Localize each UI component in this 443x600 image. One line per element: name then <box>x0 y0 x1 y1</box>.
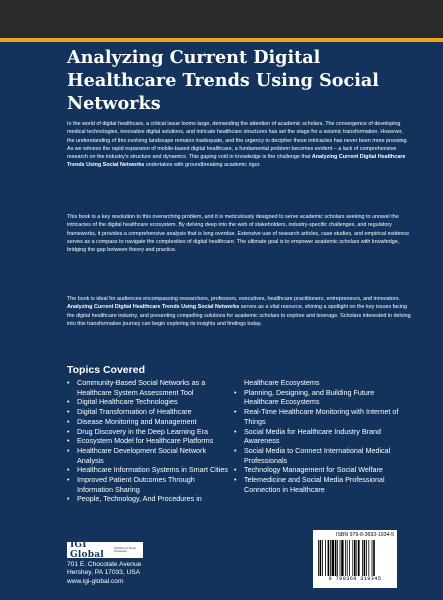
barcode-bar <box>354 540 356 576</box>
description-text: The book is ideal for audiences encompassing researchers, professors, executives, healthcare practitioners, entrepreneurs, and innovators. <box>67 296 400 302</box>
description-paragraph-3 <box>67 295 411 328</box>
barcode-bar <box>332 540 334 576</box>
topic-item: • Drug Discovery in the Deep Learning Era <box>67 427 232 437</box>
topic-item: • Planning, Designing, and Building Future Healthcare Ecosystems <box>234 388 399 407</box>
barcode-bar <box>368 540 369 576</box>
description-text: In the world of digital healthcare, a critical issue looms large, demanding the attention of academic scholars. The convergence of developing medical technologies, innovative digital solutions, and intricate healthcare structures has set the stage for a seismic transformation. However, the understanding of this evolving landscape remains inadequate, and the urgency to decipher these intricacies has never been more pressing. As we witness the rapid expansion of mobile-based digital healthcare, a fundamental problem becomes evident – a lack of comprehensive research on the industry's structure and dynamics. This gaping void in knowledge is the challenge that <box>67 121 409 161</box>
barcode-bar <box>372 540 373 576</box>
publisher-logo <box>67 542 143 558</box>
barcode-bar <box>345 540 346 576</box>
isbn-label: ISBN 979-8-3693-1934-5 <box>336 532 394 538</box>
book-title-emphasis: Analyzing Current Digital Healthcare Trends Using Social Networks <box>67 304 240 311</box>
book-title: Analyzing Current Digital Healthcare Trends Using Social Networks <box>67 47 379 114</box>
publisher-logo-tagline: Publisher of Timely Knowledge <box>114 547 136 553</box>
barcode-bar <box>362 540 363 576</box>
topic-item: Healthcare Ecosystems <box>244 378 320 387</box>
topic-item: • Real-Time Healthcare Monitoring with Internet of Things <box>234 407 399 426</box>
topic-item: • Ecosystem Model for Healthcare Platforms <box>67 436 232 446</box>
topic-item: • Telemedicine and Social Media Professional <box>234 475 399 485</box>
accent-bar <box>0 38 443 42</box>
barcode-bar <box>340 540 341 576</box>
barcode-digits: 9 798369 319345 <box>328 576 382 582</box>
publisher-address <box>67 561 141 586</box>
barcode-icon <box>316 540 394 576</box>
barcode-bar <box>352 540 353 576</box>
barcode-bar <box>328 540 330 576</box>
topics-list-left <box>67 378 232 504</box>
barcode-bar <box>325 540 326 576</box>
topic-item: • Digital Healthcare Technologies <box>67 397 232 407</box>
description-text: This book is a key resolution to this overarching problem, and it is meticulously designed to serve academic scholars seeking to unravel the intricacies of the digital healthcare ecosystem. By delving deep into the web of stakeholders, industry-specific challenges, and regulatory frameworks, it provides a comprehensive analysis that is long overdue. Extensive use of research articles, case studies, and empirical evidence serves as a compass to navigate the complexities of digital healthcare. The ultimate goal is to empower academic scholars with knowledge, <box>67 214 410 245</box>
barcode-box <box>313 530 397 588</box>
topic-item: Connection in Healthcare <box>244 484 325 494</box>
topic-item: • Technology Management for Social Welfare <box>234 465 399 475</box>
topic-item: • Community-Based Social Networks as a Healthcare System Assessment Tool <box>67 378 232 397</box>
barcode-bar <box>330 540 331 576</box>
topic-item: • Digital Transformation of Healthcare <box>67 407 232 417</box>
barcode-bar <box>335 540 337 576</box>
description-text: undertakes with groundbreaking academic rigor. <box>144 162 261 169</box>
description-text: bridging the gap between theory and practice. <box>67 247 177 254</box>
description-paragraph-2 <box>67 213 411 254</box>
book-title-emphasis: Analyzing Current Digital Healthcare Trends Using Social Networks <box>67 154 406 169</box>
topic-item: • Social Media for Healthcare Industry Brand Awareness <box>234 427 399 446</box>
barcode-bar <box>341 540 343 576</box>
topic-item: • Healthcare Information Systems in Smart Cities <box>67 465 232 475</box>
barcode-bar <box>347 540 348 576</box>
topic-item: • People, Technology, And Procedures in <box>67 494 232 504</box>
topics-heading: Topics Covered <box>67 364 145 376</box>
topic-item: • Healthcare Development Social Network Analysis <box>67 446 232 465</box>
publisher-logo-mark: IGI Global <box>70 540 104 560</box>
top-band <box>0 0 443 38</box>
barcode-bar <box>320 540 322 576</box>
barcode-bar <box>318 540 319 576</box>
barcode-bar <box>373 540 375 576</box>
topics-list-right <box>234 378 399 494</box>
address-website: www.igi-global.com <box>67 577 124 585</box>
barcode-bar <box>358 540 360 576</box>
description-paragraph-1 <box>67 120 411 170</box>
barcode-bar <box>366 540 367 576</box>
topic-item: • Social Media to Connect International Medical Professionals <box>234 446 399 465</box>
barcode-bar <box>337 540 338 576</box>
barcode-bar <box>322 540 323 576</box>
barcode-bar <box>364 540 366 576</box>
description-text: serves as a vital resource, shining a spotlight on the key issues facing the digital healthcare industry, and presenting compelling solutions for academic scholars to explore and leverage. Scholars interested in delving into this transformative journey can begin exploring its insights and findings today. <box>67 304 411 327</box>
topic-item: • Disease Monitoring and Management <box>67 417 232 427</box>
address-street: 701 E. Chocolate Avenue <box>67 561 142 568</box>
address-city: Hershey, PA 17033, USA <box>67 569 141 577</box>
barcode-bar <box>356 540 357 576</box>
topic-item: • Improved Patient Outcomes Through Information Sharing <box>67 475 232 494</box>
barcode-bar <box>349 540 350 576</box>
